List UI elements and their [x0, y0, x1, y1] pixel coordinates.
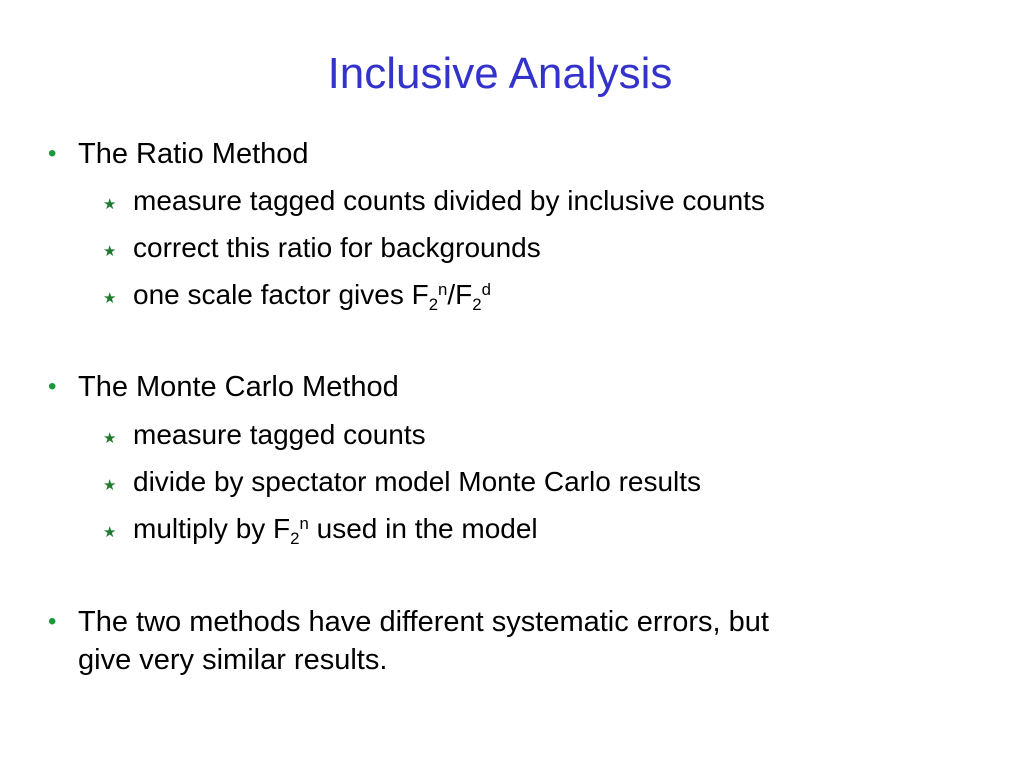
star-icon: ★	[103, 477, 117, 494]
formula-prefix: multiply by F	[133, 513, 291, 544]
bullet-text: The Ratio Method	[78, 138, 309, 170]
subbullet-text: measure tagged counts	[133, 419, 426, 450]
bullet-monte-carlo-method	[48, 369, 399, 405]
bullet-conclusion	[48, 604, 769, 640]
star-icon: ★	[103, 243, 117, 260]
bullet-conclusion-continuation	[78, 642, 387, 678]
subbullet-item	[103, 511, 538, 548]
formula-prefix: one scale factor gives F	[133, 279, 429, 310]
subbullet-text	[133, 513, 538, 548]
slide-title: Inclusive Analysis	[327, 49, 673, 98]
star-icon: ★	[103, 430, 117, 447]
star-icon: ★	[103, 196, 117, 213]
bullet-text: give very similar results.	[78, 644, 388, 676]
star-icon: ★	[103, 290, 117, 307]
subbullet-item	[103, 230, 541, 266]
bullet-ratio-method	[48, 136, 309, 172]
formula-superscript: d	[481, 279, 491, 299]
formula-subscript: 2	[290, 528, 300, 548]
subbullet-item	[103, 417, 426, 453]
formula-subscript: 2	[428, 294, 439, 314]
formula-superscript: n	[438, 279, 448, 299]
subbullet-text: measure tagged counts divided by inclusive counts	[133, 185, 765, 216]
subbullet-item	[103, 464, 702, 500]
subbullet-item	[103, 183, 765, 219]
subbullet-text	[133, 279, 491, 314]
subbullet-item	[103, 277, 491, 314]
bullet-dot-icon: •	[48, 140, 57, 167]
subbullet-text: divide by spectator model Monte Carlo results	[133, 466, 702, 497]
bullet-text: The Monte Carlo Method	[78, 371, 399, 403]
formula-suffix: used in the model	[308, 513, 538, 544]
subbullet-text: correct this ratio for backgrounds	[133, 232, 541, 263]
bullet-dot-icon: •	[48, 608, 57, 635]
formula-subscript: 2	[472, 294, 482, 314]
bullet-dot-icon: •	[48, 373, 57, 400]
formula-superscript: n	[299, 513, 309, 533]
bullet-text: The two methods have different systematic errors, but	[78, 606, 769, 638]
star-icon: ★	[103, 524, 117, 541]
formula-mid: /F	[447, 279, 473, 310]
